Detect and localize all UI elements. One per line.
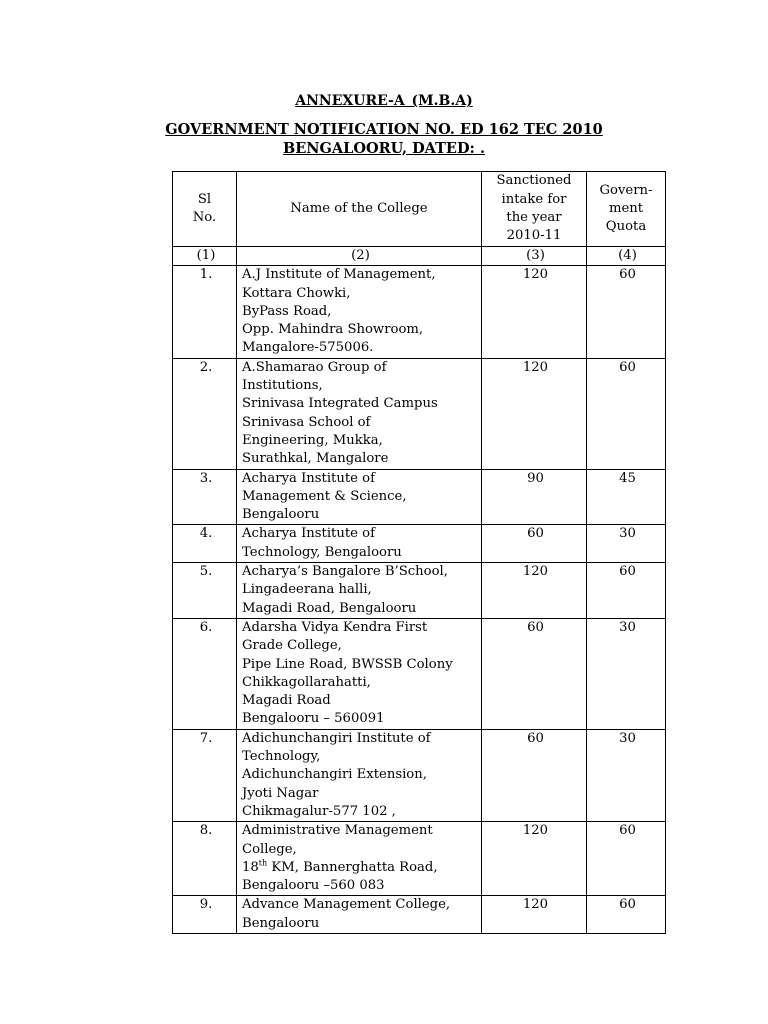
college-name-line: Kottara Chowki,	[242, 285, 351, 301]
college-name-line: Chikmagalur-577 102 ,	[242, 803, 396, 819]
college-name-line: Bengalooru – 560091	[242, 711, 385, 727]
college-name-line: Magadi Road, Bengalooru	[242, 600, 417, 616]
serial-number-cell: 3.	[173, 469, 237, 525]
college-name-line: A.J Institute of Management,	[242, 267, 436, 283]
column-number-row	[173, 247, 666, 266]
serial-number-cell: 9.	[173, 896, 237, 934]
column-number: (2)	[237, 247, 482, 266]
sanctioned-intake-cell: 60	[482, 525, 587, 563]
college-name-line: Technology, Bengalooru	[242, 544, 402, 560]
government-quota-cell: 60	[587, 266, 666, 358]
header-government-quota: Govern- ment Quota	[587, 172, 666, 247]
header-college-name: Name of the College	[237, 172, 482, 247]
government-quota-cell: 45	[587, 469, 666, 525]
header-sl-no: Sl No.	[173, 172, 237, 247]
college-name-line: ByPass Road,	[242, 303, 332, 319]
table-row	[173, 358, 666, 469]
college-name-line: Mangalore-575006.	[242, 340, 374, 356]
college-name-line: Administrative Management	[242, 823, 433, 839]
column-number: (1)	[173, 247, 237, 266]
college-name-cell	[237, 469, 482, 525]
sanctioned-intake-cell: 120	[482, 896, 587, 934]
college-name-line: College,	[242, 841, 297, 857]
serial-number-cell: 2.	[173, 358, 237, 469]
serial-number-cell: 4.	[173, 525, 237, 563]
table-row	[173, 729, 666, 821]
government-quota-cell: 60	[587, 822, 666, 896]
college-intake-table	[172, 171, 666, 934]
government-quota-cell: 60	[587, 563, 666, 619]
college-name-cell	[237, 822, 482, 896]
notification-title: GOVERNMENT NOTIFICATION NO. ED 162 TEC 2010	[165, 121, 603, 138]
serial-number-cell: 8.	[173, 822, 237, 896]
table-row	[173, 563, 666, 619]
college-name-cell	[237, 358, 482, 469]
college-name-line: Institutions,	[242, 378, 323, 394]
college-name-cell	[237, 266, 482, 358]
college-name-line: Bengalooru	[242, 915, 320, 931]
sanctioned-intake-cell: 120	[482, 563, 587, 619]
college-name-line: Management & Science,	[242, 488, 407, 504]
college-name-cell	[237, 525, 482, 563]
sanctioned-intake-cell: 120	[482, 358, 587, 469]
college-name-line: Grade College,	[242, 638, 342, 654]
serial-number-cell: 7.	[173, 729, 237, 821]
sanctioned-intake-cell: 60	[482, 729, 587, 821]
college-name-line: Technology,	[242, 749, 321, 765]
table-header-row	[173, 172, 666, 247]
college-name-cell	[237, 618, 482, 729]
annexure-title: ANNEXURE-A (M.B.A)	[295, 93, 473, 109]
government-quota-cell: 30	[587, 729, 666, 821]
government-quota-cell: 30	[587, 525, 666, 563]
college-name-cell	[237, 563, 482, 619]
sanctioned-intake-cell: 90	[482, 469, 587, 525]
college-name-cell	[237, 729, 482, 821]
table-row	[173, 822, 666, 896]
government-quota-cell: 60	[587, 896, 666, 934]
table-row	[173, 618, 666, 729]
government-quota-cell: 60	[587, 358, 666, 469]
college-name-line: Adarsha Vidya Kendra First	[242, 619, 428, 635]
college-name-line: Srinivasa Integrated Campus	[242, 396, 438, 412]
college-name-line: Pipe Line Road, BWSSB Colony	[242, 656, 453, 672]
college-name-line: Engineering, Mukka,	[242, 432, 383, 448]
sanctioned-intake-cell: 120	[482, 266, 587, 358]
header-sanctioned-intake: Sanctioned intake for the year 2010-11	[482, 172, 587, 247]
college-name-line: Magadi Road	[242, 693, 331, 709]
dated-line: BENGALOORU, DATED: .	[282, 140, 485, 157]
college-name-line: Adichunchangiri Extension,	[242, 767, 427, 783]
column-number: (3)	[482, 247, 587, 266]
college-name-line: Jyoti Nagar	[242, 785, 319, 801]
table-row	[173, 525, 666, 563]
college-name-line: Adichunchangiri Institute of	[242, 730, 431, 746]
column-number: (4)	[587, 247, 666, 266]
sanctioned-intake-cell: 60	[482, 618, 587, 729]
serial-number-cell: 6.	[173, 618, 237, 729]
college-name-line: Acharya’s Bangalore B’School,	[242, 564, 448, 580]
serial-number-cell: 5.	[173, 563, 237, 619]
college-name-line: Bengalooru –560 083	[242, 878, 385, 894]
college-name-line: Acharya Institute of	[242, 526, 375, 542]
table-body	[173, 266, 666, 934]
government-quota-cell: 30	[587, 618, 666, 729]
college-name-line: 18th KM, Bannerghatta Road,	[242, 858, 438, 875]
college-name-line: Advance Management College,	[242, 897, 451, 913]
college-name-cell	[237, 896, 482, 934]
college-name-line: Bengalooru	[242, 507, 320, 523]
table-row	[173, 266, 666, 358]
serial-number-cell: 1.	[173, 266, 237, 358]
college-name-line: Srinivasa School of	[242, 414, 371, 430]
college-name-line: Surathkal, Mangalore	[242, 451, 389, 467]
table-row	[173, 896, 666, 934]
table-row	[173, 469, 666, 525]
college-name-line: A.Shamarao Group of	[242, 359, 387, 375]
sanctioned-intake-cell: 120	[482, 822, 587, 896]
college-name-line: Lingadeerana halli,	[242, 582, 372, 598]
college-name-line: Opp. Mahindra Showroom,	[242, 322, 424, 338]
college-name-line: Chikkagollarahatti,	[242, 674, 371, 690]
college-name-line: Acharya Institute of	[242, 470, 375, 486]
